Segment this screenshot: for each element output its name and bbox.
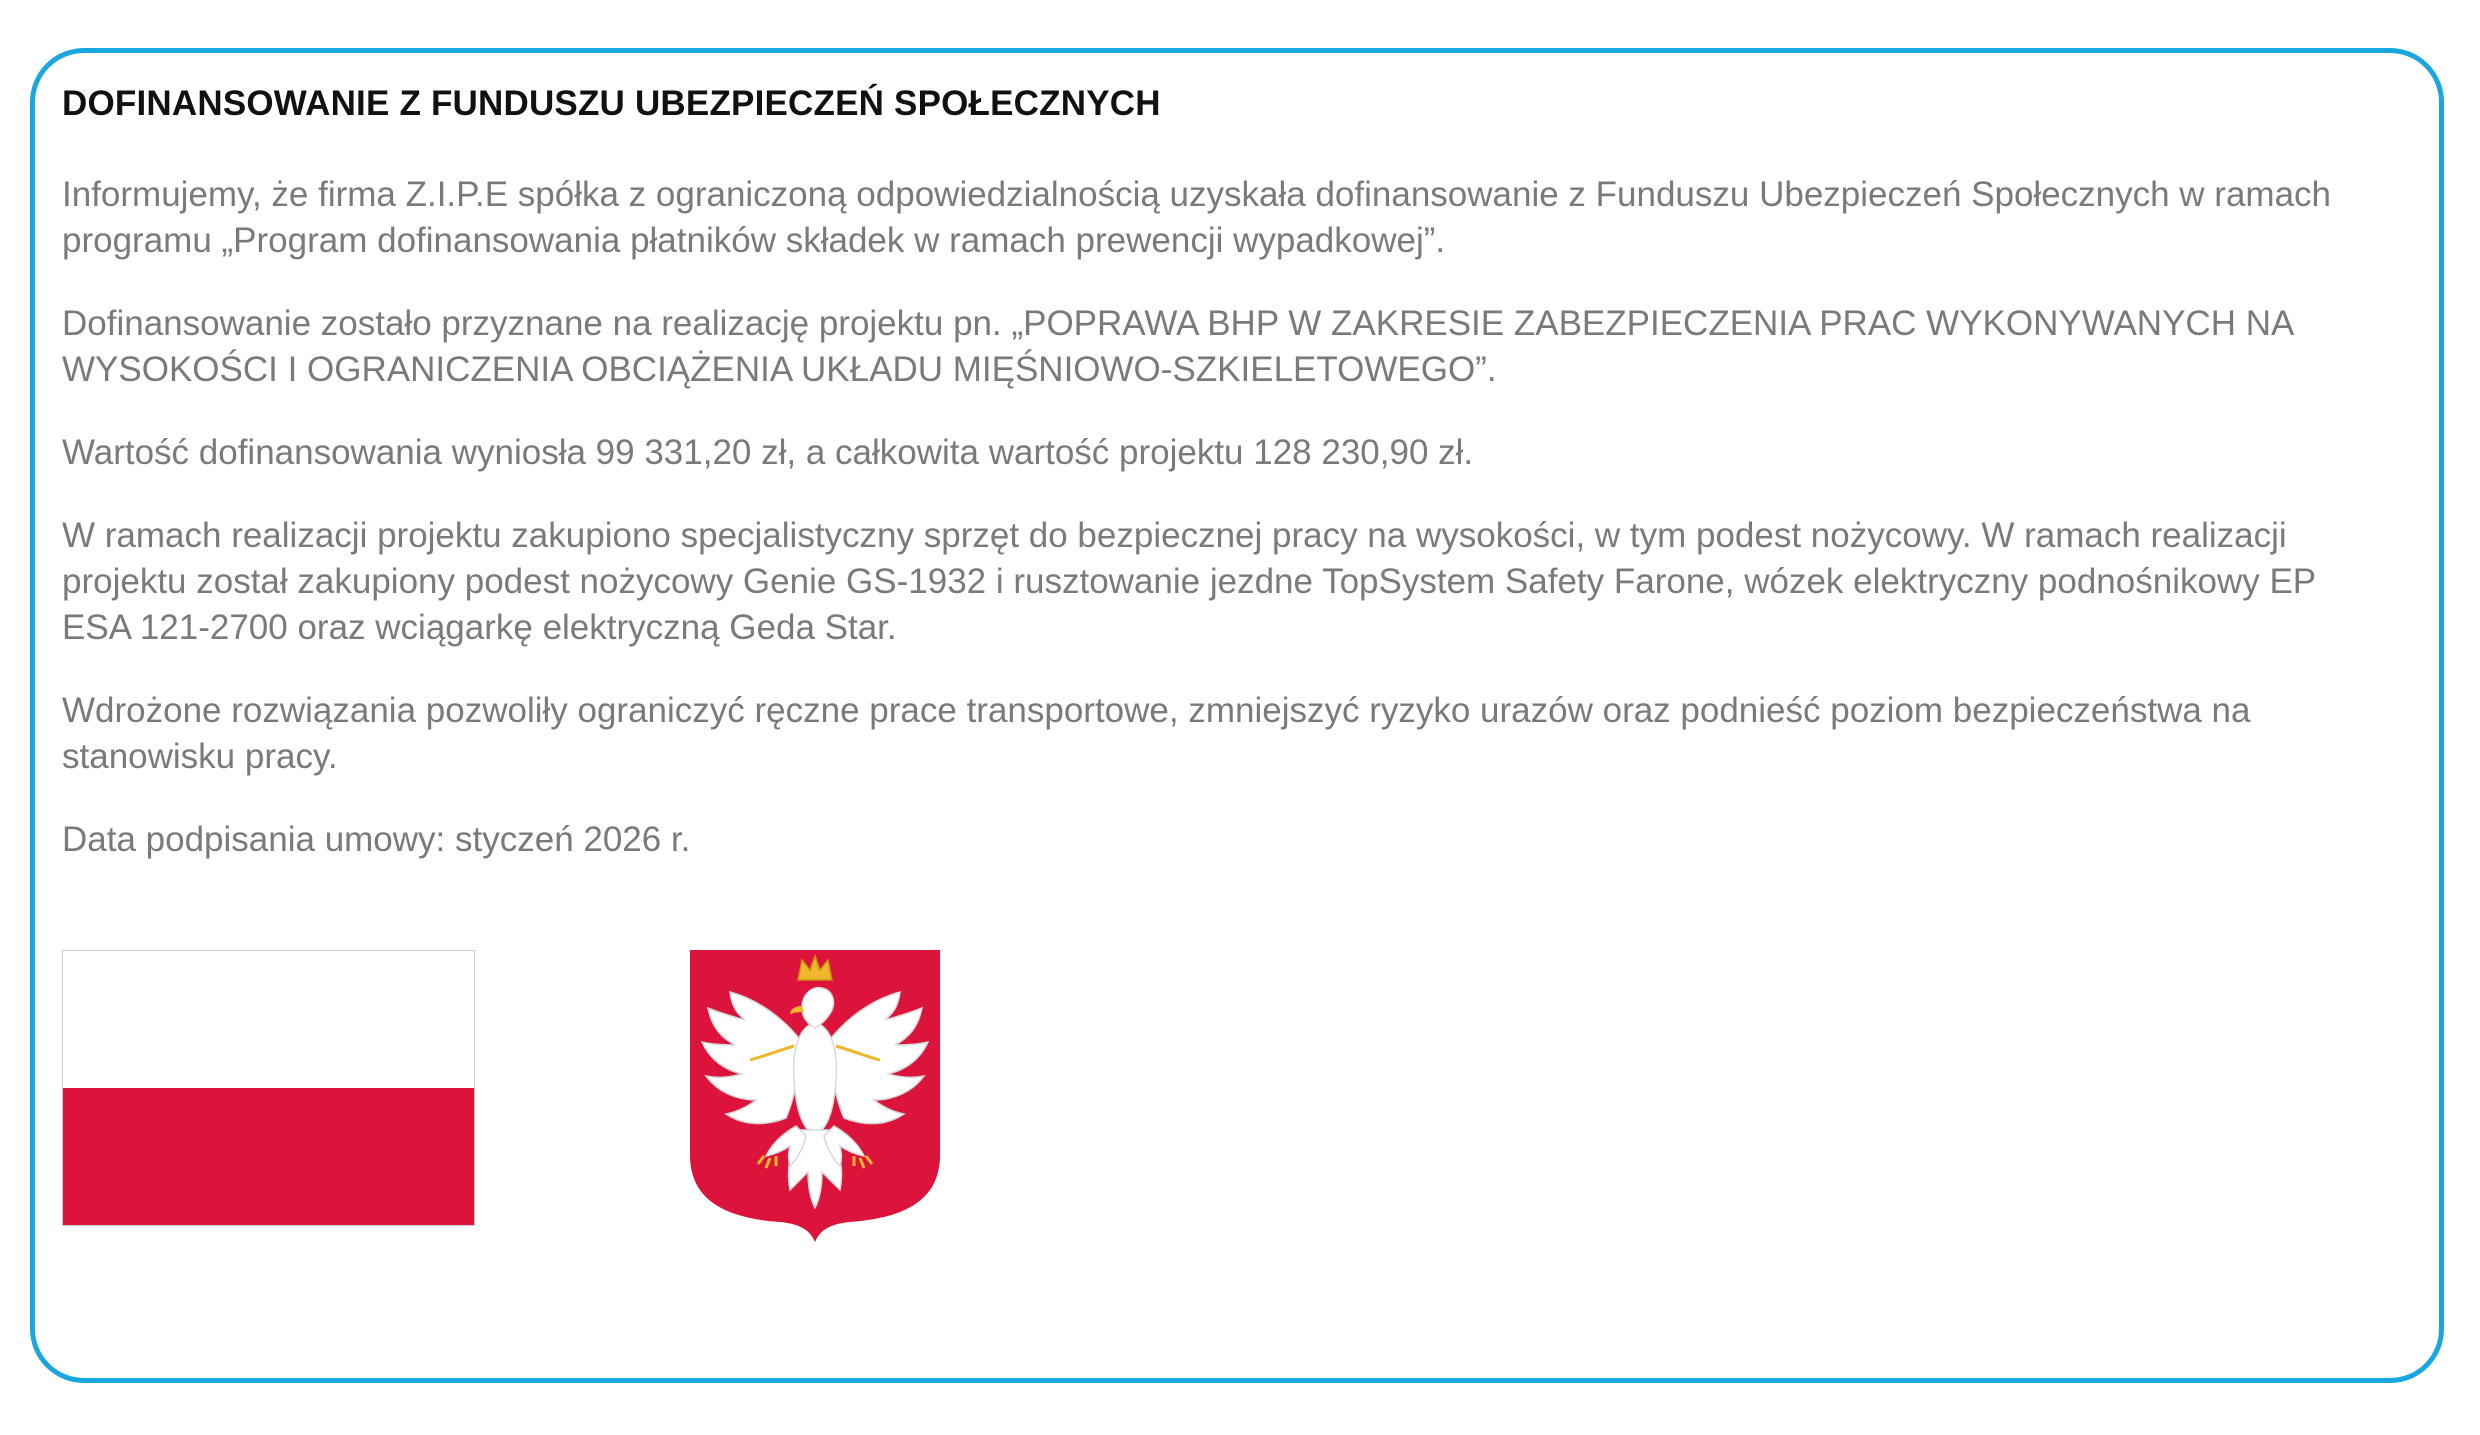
paragraph-results: Wdrożone rozwiązania pozwoliły ograniczyć ręczne prace transportowe, zmniejszyć ryzyko urazów oraz podnieść poziom bezpieczeństwa na stanowisku pracy. <box>62 691 2251 776</box>
paragraph-project-name: Dofinansowanie zostało przyznane na realizację projektu pn. „POPRAWA BHP W ZAKRESIE ZABEZPIECZENIA PRAC WYKONYWANYCH NA WYSOKOŚCI I OGRANICZENIA OBCIĄŻENIA UKŁADU MIĘŚNIOWO-SZKIELETOWEGO”. <box>62 304 2293 389</box>
notice-heading: DOFINANSOWANIE Z FUNDUSZU UBEZPIECZEŃ SPOŁECZNYCH <box>62 84 1161 123</box>
polish-flag-icon <box>62 950 475 1226</box>
paragraph-funding-info: Informujemy, że firma Z.I.P.E spółka z ograniczoną odpowiedzialnością uzyskała dofinansowanie z Funduszu Ubezpieczeń Społecznych w ramach programu „Program dofinansowania płatników składek w ramach prewencji wypadkowej”. <box>62 175 2332 260</box>
paragraph-funding-value: Wartość dofinansowania wyniosła 99 331,20 zł, a całkowita wartość projektu 128 230,90 zł. <box>62 433 1474 472</box>
polish-coat-of-arms-icon <box>690 950 940 1242</box>
paragraph-equipment: W ramach realizacji projektu zakupiono specjalistyczny sprzęt do bezpiecznej pracy na wysokości, w tym podest nożycowy. W ramach realizacji projektu został zakupiony podest nożycowy Genie GS-1932 i rusztowanie jezdne TopSystem Safety Farone, wózek elektryczny podnośnikowy EP ESA 121-2700 oraz wciągarkę elektryczną Geda Star. <box>62 516 2316 647</box>
national-symbols <box>62 950 1062 1250</box>
paragraph-signing-date: Data podpisania umowy: styczeń 2026 r. <box>62 820 691 859</box>
notice-content <box>62 80 2392 863</box>
